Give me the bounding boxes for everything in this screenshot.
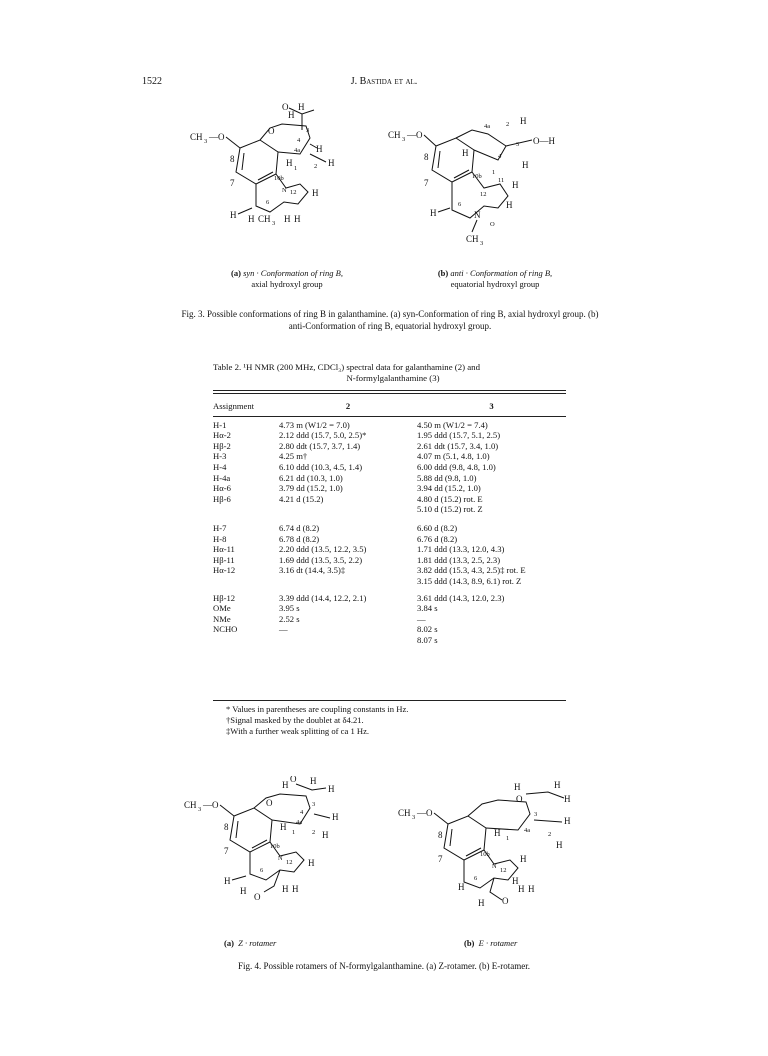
svg-text:H: H bbox=[520, 116, 527, 126]
table2-top-rule bbox=[213, 390, 566, 391]
col-header-3: 3 bbox=[489, 401, 494, 411]
table-row: Hα-12 3.16 dt (14.4, 3.5)‡ 3.82 ddd (15.3, 4.3, 2.5)‡ rot. E bbox=[213, 565, 526, 576]
svg-text:H: H bbox=[554, 780, 561, 790]
svg-text:6: 6 bbox=[458, 201, 462, 208]
footnote: †Signal masked by the doublet at δ4.21. bbox=[226, 715, 364, 725]
svg-text:3: 3 bbox=[534, 811, 538, 818]
table-row: Hβ-2 2.80 ddt (15.7, 3.7, 1.4) 2.61 ddt (15.7, 3.4, 1.0) bbox=[213, 440, 499, 451]
svg-text:O—H: O—H bbox=[533, 136, 555, 146]
col-header-assignment: Assignment bbox=[213, 401, 255, 411]
svg-text:N: N bbox=[278, 855, 283, 862]
svg-text:12: 12 bbox=[480, 191, 487, 198]
footnote: * Values in parentheses are coupling constants in Hz. bbox=[226, 704, 409, 714]
svg-text:10b: 10b bbox=[270, 843, 280, 850]
figure4-structure-a bbox=[184, 776, 374, 911]
page-number: 1522 bbox=[142, 76, 162, 87]
running-title: J. Bastida et al. bbox=[350, 76, 418, 87]
table-row: Hβ-11 1.69 ddd (13.5, 3.5, 2.2) 1.81 ddd (13.3, 2.5, 2.3) bbox=[213, 554, 501, 565]
svg-text:H: H bbox=[282, 884, 289, 894]
figure4-caption: Fig. 4. Possible rotamers of N-formylgalanthamine. (a) Z-rotamer. (b) E-rotamer. bbox=[238, 961, 530, 971]
svg-text:H: H bbox=[316, 144, 323, 154]
table-row: OMe 3.95 s 3.84 s bbox=[213, 603, 438, 614]
svg-text:CH: CH bbox=[398, 808, 411, 818]
svg-text:3: 3 bbox=[412, 814, 416, 821]
svg-text:—O: —O bbox=[417, 808, 433, 818]
svg-text:4: 4 bbox=[498, 153, 502, 160]
figure3-caption: Fig. 3. Possible conformations of ring B in galanthamine. (a) syn-Conformation of ring B, axial hydroxyl group. (b) anti-Conformation of ring B, equatorial hydroxyl group. bbox=[181, 309, 599, 331]
svg-text:H: H bbox=[284, 214, 291, 224]
svg-text:H: H bbox=[310, 776, 317, 786]
table2 bbox=[213, 398, 566, 645]
svg-text:12: 12 bbox=[290, 189, 297, 196]
svg-text:3: 3 bbox=[480, 240, 484, 247]
table-row: 3.15 ddd (14.3, 8.9, 6.1) rot. Z bbox=[417, 575, 522, 586]
svg-text:H: H bbox=[308, 858, 315, 868]
svg-text:2: 2 bbox=[548, 831, 552, 838]
svg-text:4: 4 bbox=[300, 809, 304, 816]
svg-text:2: 2 bbox=[312, 829, 316, 836]
svg-text:8: 8 bbox=[224, 822, 229, 832]
svg-text:O: O bbox=[268, 126, 275, 136]
figure4-label-a: (a) Z · rotamer bbox=[224, 938, 277, 948]
figure3-structure-a bbox=[190, 100, 370, 240]
svg-text:10b: 10b bbox=[480, 851, 490, 858]
svg-text:H: H bbox=[298, 102, 305, 112]
svg-text:H: H bbox=[328, 158, 335, 168]
table-row: Hα-2 2.12 ddd (15.7, 5.0, 2.5)* 1.95 ddd (15.7, 5.1, 2.5) bbox=[213, 430, 501, 441]
svg-text:3: 3 bbox=[198, 806, 202, 813]
svg-text:12: 12 bbox=[286, 859, 293, 866]
svg-text:H: H bbox=[312, 188, 319, 198]
svg-text:N: N bbox=[282, 187, 287, 194]
svg-text:O: O bbox=[266, 798, 273, 808]
svg-text:H: H bbox=[332, 812, 339, 822]
svg-text:H: H bbox=[248, 214, 255, 224]
svg-text:H: H bbox=[512, 876, 519, 886]
svg-text:H: H bbox=[528, 884, 535, 894]
svg-text:7: 7 bbox=[224, 846, 229, 856]
svg-text:10b: 10b bbox=[472, 173, 482, 180]
svg-text:CH: CH bbox=[466, 234, 479, 244]
svg-text:1: 1 bbox=[492, 169, 496, 176]
svg-text:H: H bbox=[514, 782, 521, 792]
table-row: H-4 6.10 ddd (10.3, 4.5, 1.4) 6.00 ddd (9.8, 4.8, 1.0) bbox=[213, 461, 496, 472]
svg-text:6: 6 bbox=[266, 199, 270, 206]
table-row: Hβ-12 3.39 ddd (14.4, 12.2, 2.1) 3.61 ddd (14.3, 12.0, 2.3) bbox=[213, 592, 505, 603]
table-row: NMe 2.52 s — bbox=[213, 613, 426, 624]
svg-text:H: H bbox=[430, 208, 437, 218]
table-row: 8.07 s bbox=[417, 634, 438, 645]
svg-text:3: 3 bbox=[516, 141, 520, 148]
table-row: H-3 4.25 m† 4.07 m (5.1, 4.8, 1.0) bbox=[213, 451, 490, 462]
table-row: H-8 6.78 d (8.2) 6.76 d (8.2) bbox=[213, 533, 458, 544]
svg-text:H: H bbox=[294, 214, 301, 224]
svg-text:O: O bbox=[254, 892, 261, 902]
svg-text:10b: 10b bbox=[274, 175, 284, 182]
table-row: H-4a 6.21 dd (10.3, 1.0) 5.88 dd (9.8, 1.0) bbox=[213, 472, 477, 483]
figure3-label-a: (a) syn · Conformation of ring B, axial hydroxyl group bbox=[231, 268, 343, 289]
svg-text:4a: 4a bbox=[524, 827, 531, 834]
svg-text:H: H bbox=[280, 822, 287, 832]
svg-text:H: H bbox=[322, 830, 329, 840]
svg-text:H: H bbox=[282, 780, 289, 790]
svg-text:O: O bbox=[516, 794, 523, 804]
svg-text:CH: CH bbox=[258, 214, 271, 224]
svg-text:N: N bbox=[492, 863, 497, 870]
svg-text:H: H bbox=[292, 884, 299, 894]
table-header-row bbox=[213, 398, 566, 416]
table2-bottom-rule bbox=[213, 700, 566, 701]
footnote: ‡With a further weak splitting of ca 1 Hz. bbox=[226, 726, 370, 736]
svg-text:7: 7 bbox=[438, 854, 443, 864]
svg-text:4a: 4a bbox=[296, 819, 303, 826]
svg-text:H: H bbox=[478, 898, 485, 908]
svg-text:1: 1 bbox=[506, 835, 510, 842]
svg-text:CH: CH bbox=[190, 132, 203, 142]
table-row: Hβ-6 4.21 d (15.2) 4.80 d (15.2) rot. E bbox=[213, 493, 483, 504]
svg-text:H: H bbox=[328, 784, 335, 794]
svg-text:1: 1 bbox=[294, 165, 298, 172]
svg-text:H: H bbox=[520, 854, 527, 864]
figure4-label-b: (b) E · rotamer bbox=[464, 938, 518, 948]
svg-text:H: H bbox=[556, 840, 563, 850]
svg-text:O: O bbox=[290, 776, 297, 784]
table-row: H-1 4.73 m (W1/2 = 7.0) 4.50 m (W1/2 = 7.4) bbox=[213, 419, 488, 430]
svg-text:7: 7 bbox=[424, 178, 429, 188]
table2-title: Table 2. ¹H NMR (200 MHz, CDCl₃) spectral data for galanthamine (2) and N-formylgalanthamine (3) bbox=[213, 362, 480, 383]
svg-text:H: H bbox=[462, 148, 469, 158]
svg-text:O: O bbox=[502, 896, 509, 906]
svg-text:—O: —O bbox=[407, 130, 423, 140]
table-row: NCHO — 8.02 s bbox=[213, 624, 438, 635]
svg-text:7: 7 bbox=[230, 178, 235, 188]
table-row: Hα-11 2.20 ddd (13.5, 12.2, 3.5) 1.71 ddd (13.3, 12.0, 4.3) bbox=[213, 544, 505, 555]
svg-text:3: 3 bbox=[312, 801, 316, 808]
svg-text:H: H bbox=[230, 210, 237, 220]
figure4-structure-b bbox=[398, 776, 598, 911]
svg-text:H: H bbox=[512, 180, 519, 190]
svg-text:6: 6 bbox=[260, 867, 264, 874]
table-row: Hα-6 3.79 dd (15.2, 1.0) 3.94 dd (15.2, 1.0) bbox=[213, 483, 481, 494]
svg-text:2: 2 bbox=[314, 163, 318, 170]
svg-text:1: 1 bbox=[292, 829, 296, 836]
svg-text:2: 2 bbox=[506, 121, 510, 128]
svg-text:H: H bbox=[286, 158, 293, 168]
figure3-label-b: (b) anti · Conformation of ring B, equatorial hydroxyl group bbox=[437, 268, 553, 289]
col-header-2: 2 bbox=[345, 401, 351, 411]
svg-text:H: H bbox=[564, 794, 571, 804]
svg-text:H: H bbox=[288, 110, 295, 120]
svg-text:O: O bbox=[490, 221, 495, 228]
svg-text:H: H bbox=[224, 876, 231, 886]
svg-text:3: 3 bbox=[272, 220, 276, 227]
svg-text:4: 4 bbox=[297, 137, 301, 144]
svg-text:4a: 4a bbox=[294, 147, 301, 154]
svg-text:N: N bbox=[474, 210, 481, 220]
table2-top-rule-2 bbox=[213, 393, 566, 394]
svg-text:11: 11 bbox=[498, 177, 505, 184]
svg-text:3: 3 bbox=[402, 136, 406, 143]
table-row: 5.10 d (15.2) rot. Z bbox=[417, 504, 483, 515]
svg-text:H: H bbox=[506, 200, 513, 210]
svg-text:8: 8 bbox=[424, 152, 429, 162]
table2-footnotes bbox=[226, 704, 408, 737]
svg-text:H: H bbox=[240, 886, 247, 896]
svg-text:12: 12 bbox=[500, 867, 507, 874]
svg-text:H: H bbox=[494, 828, 501, 838]
svg-text:H: H bbox=[564, 816, 571, 826]
svg-text:CH: CH bbox=[388, 130, 401, 140]
svg-text:H: H bbox=[458, 882, 465, 892]
table-row: H-7 6.74 d (8.2) 6.60 d (8.2) bbox=[213, 522, 458, 533]
svg-text:8: 8 bbox=[230, 154, 235, 164]
svg-text:3: 3 bbox=[204, 138, 208, 145]
svg-text:8: 8 bbox=[438, 830, 443, 840]
figure3-structure-b bbox=[388, 108, 588, 258]
svg-text:—O: —O bbox=[203, 800, 219, 810]
svg-text:—O: —O bbox=[209, 132, 225, 142]
svg-text:H: H bbox=[522, 160, 529, 170]
svg-text:6: 6 bbox=[474, 875, 478, 882]
svg-text:3: 3 bbox=[306, 127, 310, 134]
svg-text:O: O bbox=[282, 102, 289, 112]
svg-text:CH: CH bbox=[184, 800, 197, 810]
svg-text:4a: 4a bbox=[484, 123, 491, 130]
svg-text:H: H bbox=[518, 884, 525, 894]
